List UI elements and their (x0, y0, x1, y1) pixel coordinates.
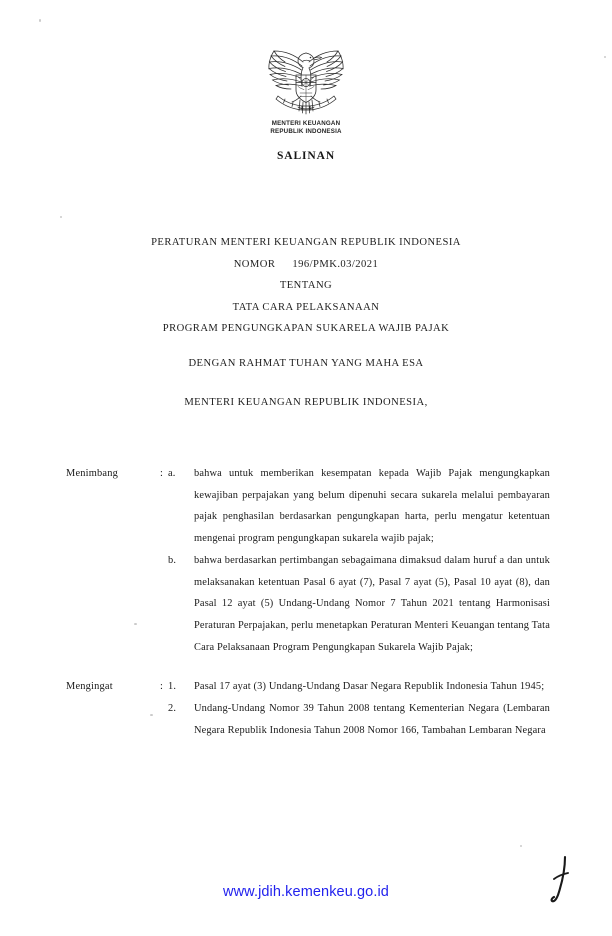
emblem-caption-line2: REPUBLIK INDONESIA (270, 127, 342, 135)
legal-basis-label: Mengingat (66, 681, 113, 693)
legal-basis-marker-1: 1. (168, 681, 177, 693)
scan-speck (60, 216, 62, 218)
emblem-caption (0, 120, 612, 135)
jdih-footer-url[interactable]: www.jdih.kemenkeu.go.id (223, 884, 389, 900)
consideration-marker-a: a. (168, 468, 176, 479)
nomor-value: 196/PMK.03/2021 (292, 258, 379, 270)
preamble-authority: MENTERI KEUANGAN REPUBLIK INDONESIA, (184, 397, 428, 408)
scan-speck (520, 845, 522, 847)
clause-container (66, 463, 550, 741)
preamble (0, 358, 612, 408)
copy-mark: SALINAN (276, 150, 336, 163)
preamble-blessing: DENGAN RAHMAT TUHAN YANG MAHA ESA (188, 358, 424, 369)
legal-basis-marker-2: 2. (168, 703, 177, 715)
considerations-colon: : (160, 468, 163, 479)
consideration-text-a: bahwa untuk memberikan kesempatan kepada Wajib Pajak mengungkapkan kewajiban perpajakan yang belum dipenuhi secara sukarela melalui pembayaran pajak penghasilan berdasarkan pengungkapan harta, perlu mengatur ketentuan mengenai program pengungkapan sukarela wajib pajak; (194, 468, 550, 545)
masthead (0, 44, 612, 162)
consideration-marker-b: b. (168, 554, 177, 566)
legal-basis-colon: : (160, 681, 163, 693)
consideration-text-b: bahwa berdasarkan pertimbangan sebagaimana dimaksud dalam huruf a dan untuk melaksanakan ketentuan Pasal 6 ayat (7), Pasal 7 ayat (5), Pasal 10 ayat (8), dan Pasal 12 ayat (5) Undang-Undang Nomor 7 Tahun 2021 tentang Harmonisasi Peraturan Perpajakan, perlu menetapkan Peraturan Menteri Keuangan tentang Tata Cara Pelaksanaan Program Pengungkapan Sukarela Wajib Pajak; (194, 554, 550, 653)
considerations-label: Menimbang (66, 468, 119, 479)
legal-basis-item-1 (66, 676, 550, 698)
emblem-caption-line1: MENTERI KEUANGAN (271, 120, 341, 127)
subject-line2: PROGRAM PENGUNGKAPAN SUKARELA WAJIB PAJAK (162, 323, 450, 334)
regulation-number-line (0, 254, 612, 276)
consideration-item-a (66, 463, 550, 550)
title-block (0, 232, 612, 340)
legal-basis-section (66, 676, 550, 741)
considerations-section (66, 463, 550, 658)
nomor-label: NOMOR (233, 258, 276, 270)
legal-basis-item-2 (66, 698, 550, 741)
scan-speck (39, 19, 41, 22)
regulation-title-line: PERATURAN MENTERI KEUANGAN REPUBLIK INDONESIA (151, 237, 461, 248)
consideration-item-b (66, 550, 550, 659)
tentang-line: TENTANG (279, 280, 333, 291)
legal-basis-text-1: Pasal 17 ayat (3) Undang-Undang Dasar Negara Republik Indonesia Tahun 1945; (194, 681, 545, 693)
subject-line1: TATA CARA PELAKSANAAN (232, 301, 380, 313)
garuda-pancasila-emblem (263, 44, 349, 118)
legal-basis-text-2: Undang-Undang Nomor 39 Tahun 2008 tentang Kementerian Negara (Lembaran Negara Republik Indonesia Tahun 2008 Nomor 166, Tambahan Lembaran Negara (194, 703, 550, 736)
